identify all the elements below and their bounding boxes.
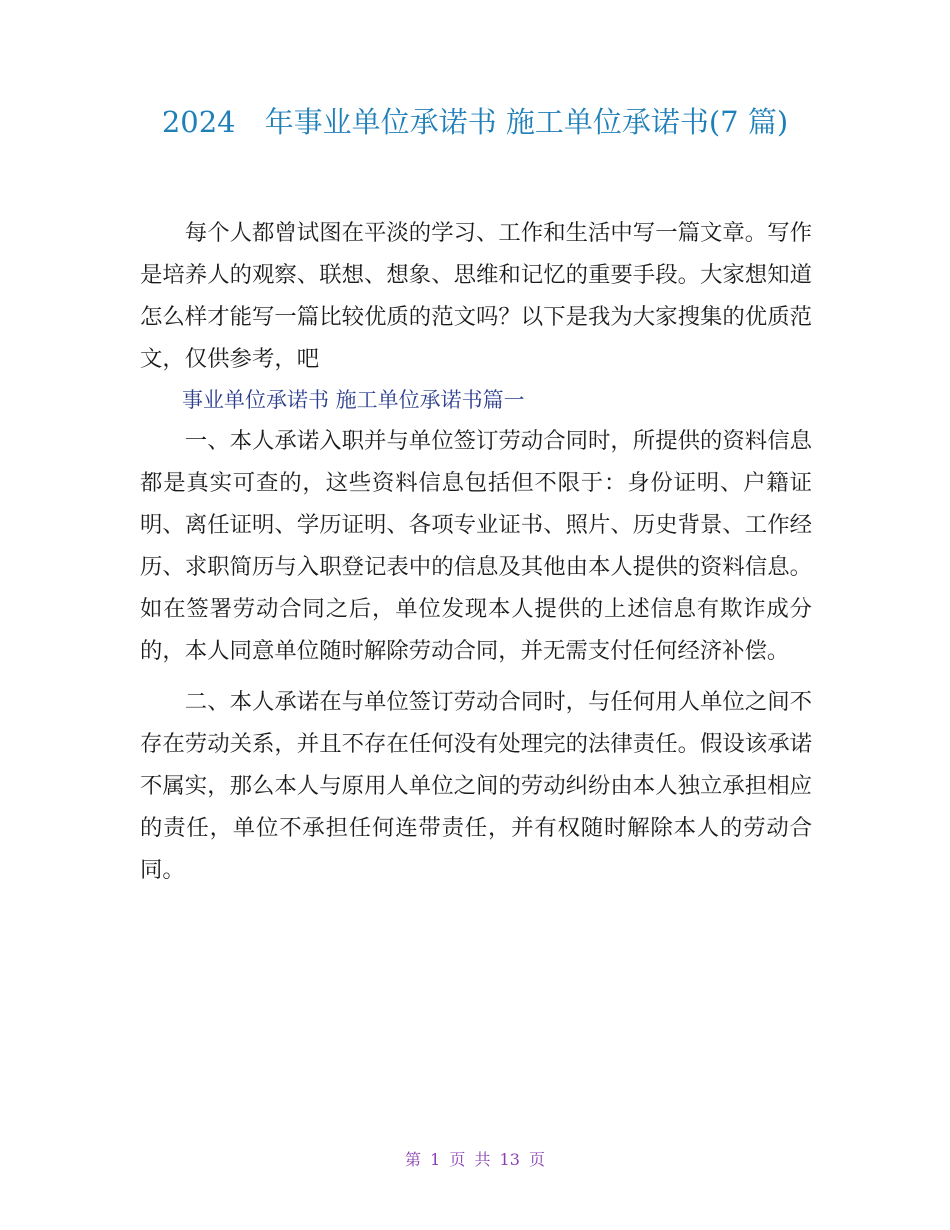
document-title: 2024 年事业单位承诺书 施工单位承诺书(7 篇) bbox=[161, 105, 789, 139]
document-body bbox=[140, 212, 812, 891]
intro-paragraph: 每个人都曾试图在平淡的学习、工作和生活中写一篇文章。写作是培养人的观察、联想、想象、思维和记忆的重要手段。大家想知道怎么样才能写一篇比较优质的范文吗？以下是我为大家搜集的优质范文，仅供参考，吧 bbox=[140, 220, 812, 372]
body-paragraph: 一、本人承诺入职并与单位签订劳动合同时，所提供的资料信息都是真实可查的，这些资料信息包括但不限于：身份证明、户籍证明、离任证明、学历证明、各项专业证书、照片、历史背景、工作经历、求职简历与入职登记表中的信息及其他由本人提供的资料信息。如在签署劳动合同之后，单位发现本人提供的上述信息有欺诈成分的，本人同意单位随时解除劳动合同，并无需支付任何经济补偿。 bbox=[140, 428, 812, 664]
section-heading: 事业单位承诺书 施工单位承诺书篇一 bbox=[182, 388, 525, 412]
page-number-footer: 第 1 页 共 13 页 bbox=[405, 1150, 545, 1169]
body-paragraph: 二、本人承诺在与单位签订劳动合同时，与任何用人单位之间不存在劳动关系，并且不存在任何没有处理完的法律责任。假设该承诺不属实，那么本人与原用人单位之间的劳动纠纷由本人独立承担相应的责任，单位不承担任何连带责任，并有权随时解除本人的劳动合同。 bbox=[140, 689, 812, 883]
